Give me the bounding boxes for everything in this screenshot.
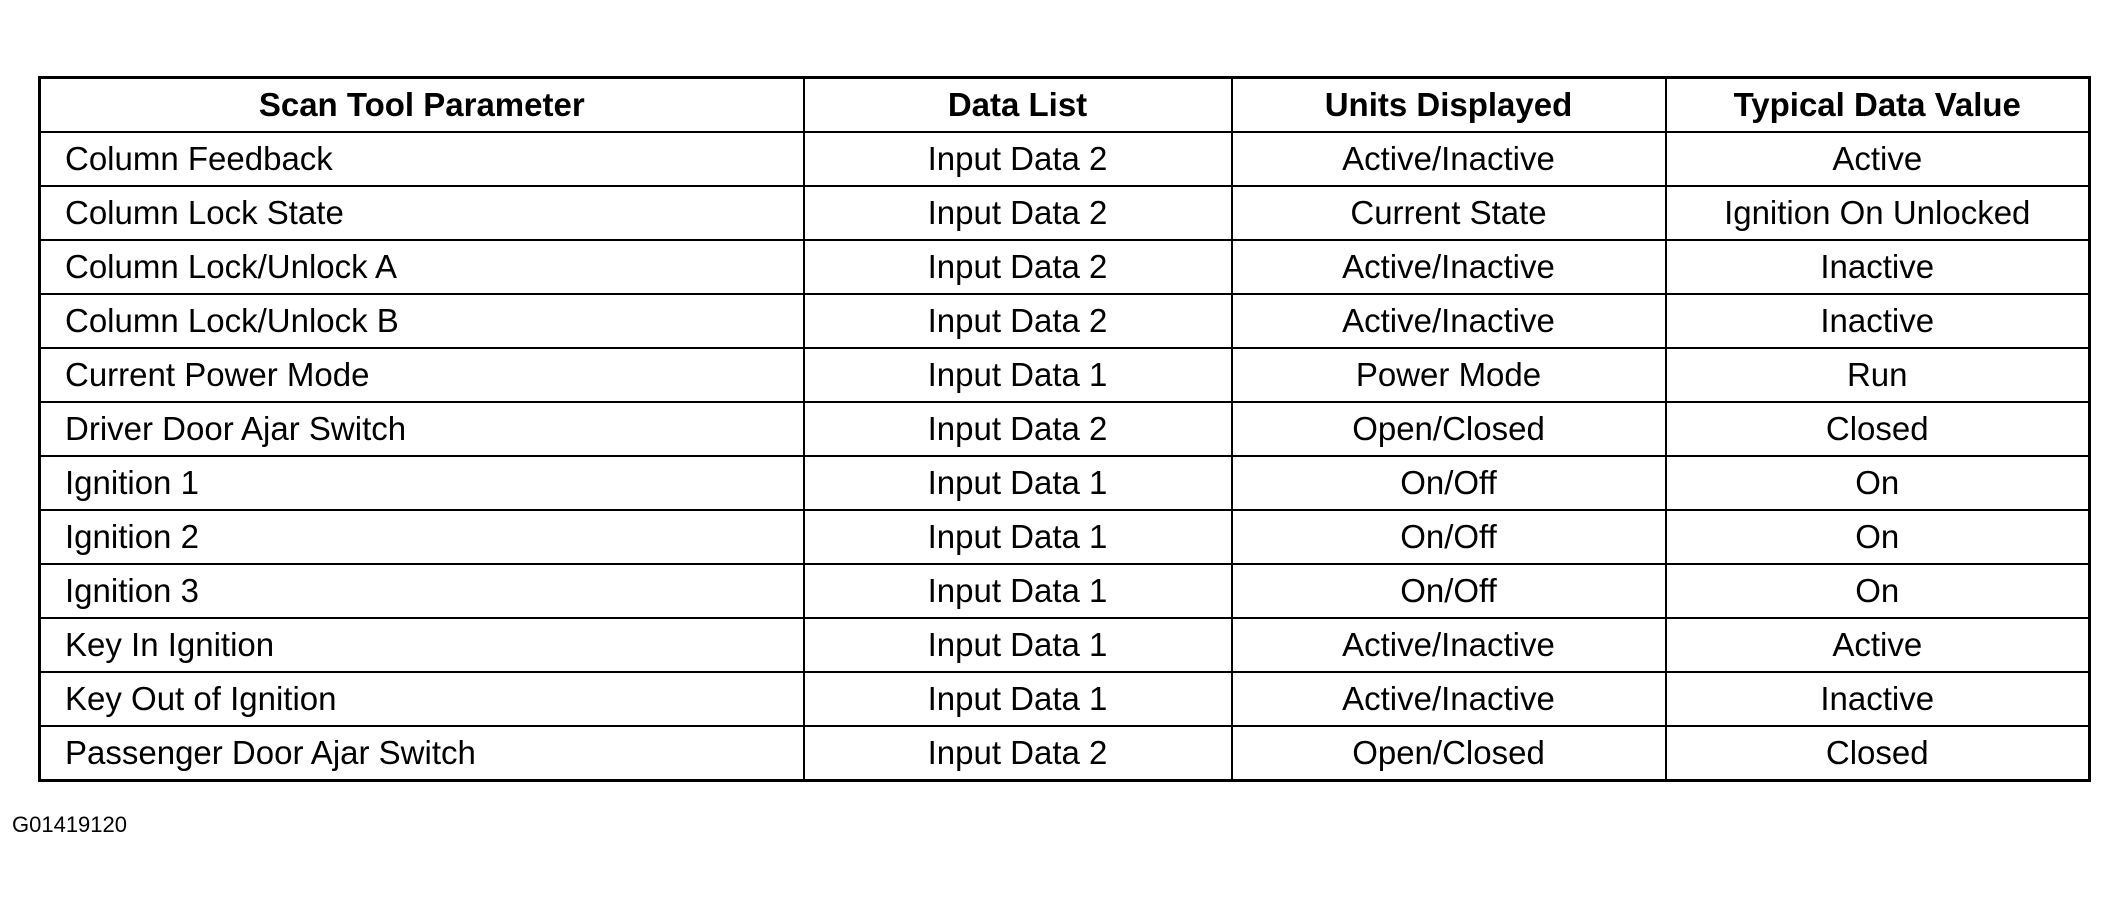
cell-data-list: Input Data 1 [804, 348, 1232, 402]
cell-parameter: Key In Ignition [40, 618, 804, 672]
table-row [40, 564, 2090, 618]
figure-id: G01419120 [12, 812, 127, 837]
cell-data-list: Input Data 1 [804, 672, 1232, 726]
cell-data-list: Input Data 2 [804, 294, 1232, 348]
cell-units: Current State [1232, 186, 1666, 240]
cell-data-list: Input Data 2 [804, 402, 1232, 456]
cell-data-list: Input Data 1 [804, 510, 1232, 564]
header-scan-tool-parameter: Scan Tool Parameter [40, 78, 804, 133]
cell-units: Active/Inactive [1232, 294, 1666, 348]
cell-typical-value: Ignition On Unlocked [1666, 186, 2090, 240]
cell-parameter: Ignition 3 [40, 564, 804, 618]
cell-typical-value: Closed [1666, 402, 2090, 456]
cell-typical-value: Active [1666, 618, 2090, 672]
cell-parameter: Ignition 1 [40, 456, 804, 510]
header-data-list: Data List [804, 78, 1232, 133]
table-header [40, 78, 2090, 133]
scan-tool-data-table [38, 76, 2091, 782]
header-typical-data-value: Typical Data Value [1666, 78, 2090, 133]
table-row [40, 294, 2090, 348]
cell-parameter: Column Lock/Unlock A [40, 240, 804, 294]
cell-parameter: Current Power Mode [40, 348, 804, 402]
cell-units: On/Off [1232, 510, 1666, 564]
cell-typical-value: Closed [1666, 726, 2090, 781]
table-row [40, 240, 2090, 294]
cell-data-list: Input Data 1 [804, 456, 1232, 510]
cell-parameter: Passenger Door Ajar Switch [40, 726, 804, 781]
header-units-displayed: Units Displayed [1232, 78, 1666, 133]
cell-units: Active/Inactive [1232, 618, 1666, 672]
cell-typical-value: On [1666, 564, 2090, 618]
cell-data-list: Input Data 2 [804, 240, 1232, 294]
cell-units: Active/Inactive [1232, 132, 1666, 186]
cell-units: Power Mode [1232, 348, 1666, 402]
cell-typical-value: Run [1666, 348, 2090, 402]
cell-typical-value: Inactive [1666, 240, 2090, 294]
cell-typical-value: Inactive [1666, 294, 2090, 348]
cell-data-list: Input Data 2 [804, 132, 1232, 186]
cell-parameter: Column Lock/Unlock B [40, 294, 804, 348]
cell-units: Open/Closed [1232, 402, 1666, 456]
cell-data-list: Input Data 2 [804, 186, 1232, 240]
table-row [40, 348, 2090, 402]
cell-parameter: Column Lock State [40, 186, 804, 240]
cell-parameter: Column Feedback [40, 132, 804, 186]
cell-units: On/Off [1232, 456, 1666, 510]
cell-parameter: Key Out of Ignition [40, 672, 804, 726]
table-row [40, 132, 2090, 186]
table-row [40, 510, 2090, 564]
table-body [40, 132, 2090, 781]
cell-typical-value: On [1666, 456, 2090, 510]
cell-typical-value: Active [1666, 132, 2090, 186]
table-row [40, 186, 2090, 240]
table-header-row [40, 78, 2090, 133]
table-row [40, 402, 2090, 456]
cell-data-list: Input Data 2 [804, 726, 1232, 781]
cell-data-list: Input Data 1 [804, 618, 1232, 672]
table-row [40, 618, 2090, 672]
table-row [40, 456, 2090, 510]
cell-units: Open/Closed [1232, 726, 1666, 781]
cell-parameter: Driver Door Ajar Switch [40, 402, 804, 456]
table-row [40, 726, 2090, 781]
cell-units: On/Off [1232, 564, 1666, 618]
cell-data-list: Input Data 1 [804, 564, 1232, 618]
cell-parameter: Ignition 2 [40, 510, 804, 564]
cell-typical-value: Inactive [1666, 672, 2090, 726]
cell-units: Active/Inactive [1232, 672, 1666, 726]
cell-units: Active/Inactive [1232, 240, 1666, 294]
table-row [40, 672, 2090, 726]
cell-typical-value: On [1666, 510, 2090, 564]
